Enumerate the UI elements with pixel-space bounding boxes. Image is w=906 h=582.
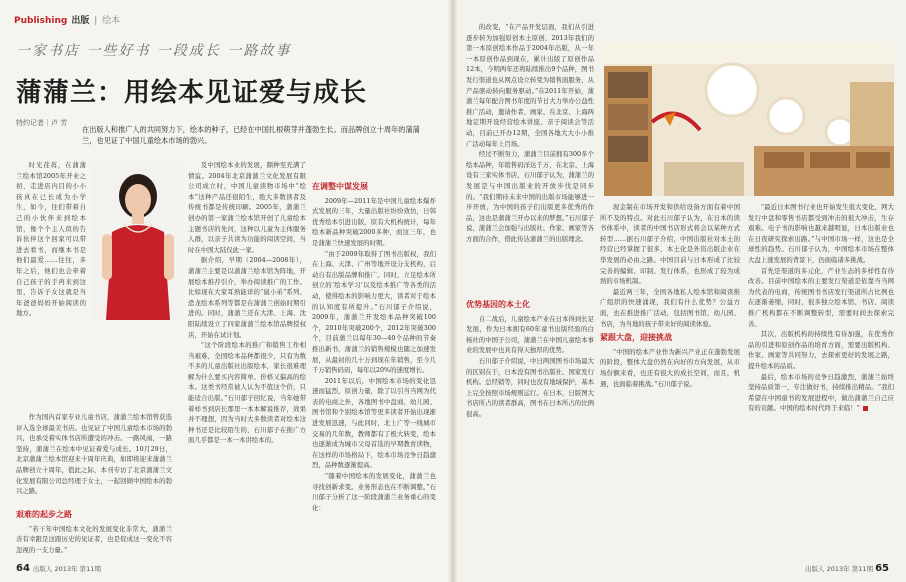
- running-head: Publishing 出版 | 绘本: [14, 16, 121, 26]
- section-heading: 在调整中谋发展: [312, 182, 368, 191]
- section-heading: 艰难的起步之路: [16, 510, 72, 519]
- paragraph: 2011年以后，中国绘本市场的变化迅速而猛烈，原创力量，除了以引当当网为代表的电商之外，各地图书中盘商、幼儿园、图书馆和个别绘本馆等更多读者开始出现渐进发展迅速，与此同时，北上广等一线城市交易的几年数，教师都有了极大转变，绘本也逐渐成为城市父母首选的早期教育读物，在这样的市场格局下，绘本市场竞争日趋激烈，品种数逐渐提高。: [312, 376, 436, 470]
- page-number: 65: [875, 563, 889, 574]
- paragraph: “这个阶段绘本的推广和销售工作相当艰难，全国绘本品种都很少，只有为数不多的儿童出版社出版绘本，家长很难理解为什么要买内容简单、价格又偏高的绘本。这类书经常被人认为不值这个价，只能适合出版。”石川郁子回忆说，当年她带着样书到店长那里一本本解说推荐，效果并不理想，因为当时大多数读者对绘本这种书还是比较陌生的，石川郁子在推广方面几乎都是一本一本讲绘本的。: [188, 341, 306, 445]
- right-column-2: [600, 202, 740, 572]
- title-separator: ：: [97, 78, 125, 108]
- left-column-1b: [16, 412, 172, 502]
- paragraph: 最近两三年，全国各地私人绘本馆和阅读推广组织的快速涌现，我们有什么优势？公益方面，也在推进推广活动，包括图书馆、幼儿园、书店，为当地的孩子带来好的阅读体验。: [600, 287, 740, 328]
- right-page: [452, 0, 906, 582]
- paragraph: 作为国内首家专业儿童书店，蒲蒲兰绘本馆曾获选评入选全球最美书店。也见证了中国儿童绘本市场的勃兴，也承受着实体书店所遭受的冲击。一路风雨，一路坚持，蒲蒲兰在绘本中见证着爱与成长。10月29日，北京蒲蒲兰绘本馆迎来十周年庆典，如即将迎来蒲蒲兰品牌创立十周年，值此之际，本刊专访了北京蒲蒲兰文化发展有限公司总经理于女士，一起回顾中国绘本的勃兴之路。: [16, 413, 172, 496]
- paragraph: 其次，出版机构的持续性有待加强，在优秀作品的引进和原创作品的培育方面，需要出版机构、作家、画家等共同努力，去探索更好的发展之路，提升绘本的品质。: [748, 330, 894, 370]
- right-column-3: [748, 202, 894, 566]
- portrait-photo: [92, 162, 184, 320]
- closing-text: 最后，绘本市场的竞争日趋激烈，蒲蒲兰始终坚持品质第一，专注做好书，持续推出精品。“我们希望在中国童书的发展进程中，做出蒲蒲兰自己应有的贡献。中国的绘本时代终于来临！”: [748, 372, 894, 413]
- title-brand: 蒲蒲兰: [16, 78, 98, 108]
- paragraph: “最近日本图书行业也开始发生很大变化，网大发行中盘和零售书店都受到冲击的很大冲击，生存艰难。电子书的影响也越来越明显，日本出版业也在日夜研究探索出路。”与中国市场一样，这也是全球性的趋势。石川郁子认为，中国绘本市场在整体大盘上涨发展的背景下，仍面临诸多挑战。: [748, 203, 894, 264]
- paragraph: 据介绍，早期（2004—2008年），蒲蒲兰主要是以蒲蒲兰绘本馆为阵地，开展绘本推荐引介，举办阅读推广的工作。比如现在大家耳熟能详的“鼠小弟”系列、恐龙绘本系列等都是在蒲蒲兰创始时期引进的。同时，蒲蒲兰还在大津、上海、沈阳陆续设立了四家蒲蒲兰绘本馆品牌授权店，开始在试计划。: [188, 256, 306, 339]
- left-column-1c: [16, 506, 172, 564]
- article-title: [16, 72, 367, 109]
- issue-info: 出版人 2013年 第11期: [805, 565, 873, 573]
- paragraph: 现金制在市场开发和供给设备方面有着中国所不及的特点。对此石川郁子认为，在日本的读书体系中，读者的中国书店形式将会以某种方式转型……据石川郁子介绍，中国出版社对本土的经营已经掌握了很多，本土化是外资出版企业在华发展的必由之路。中国目前与日本形成了比较完善的编辑、印制、发行体系，也形成了较为成熟的市场机制。: [600, 203, 740, 286]
- left-column-1: [16, 160, 86, 412]
- paragraph: “若干年中国绘本文化的发展变化非常大，蒲蒲兰善有幸跟是这跟历史的见证者，也是促成这一变化不容忽视的一支力量。”: [16, 524, 172, 554]
- paragraph: “随着中国绘本的发展变化，蒲蒲兰也寻找创新求变。业务形态也在不断调整。”石川郁子分析了这一阶段蒲蒲兰业务重心的变化：: [312, 472, 436, 512]
- page-folio-right: [805, 563, 892, 574]
- paragraph: 经过不断努力，蒲蒲兰目前拥有300多个绘本品种，年销售码洋达千万，在北京、上海设有三家实体书店，石川郁子认为，蒲蒲兰的发展是与中国出版业的开放步伐是同步的。“我们期待未来中国的出版市场能够进一步开放，为中国的孩子们出版更多优秀的作品，这也是蒲蒲兰开办以来的梦想。”石川郁子说，蒲蒲兰会加强与出版社、作家、画家等各方面的合作，借此传达蒲蒲兰的出版理念。: [466, 150, 594, 243]
- issue-info: 出版人 2013年 第11期: [32, 565, 101, 573]
- section-label: 出版: [71, 16, 90, 26]
- page-number: 64: [16, 563, 30, 574]
- paragraph: “中国的绘本产业作为新兴产业正在蓬勃发展的阶段，整体大盘仍然在向好的方向发展，从市场份额来看，也还有很大的成长空间，而且，机遇，也面临着挑战。”石川郁子说。: [600, 347, 740, 388]
- woman-in-red-dress-photo: [92, 162, 184, 320]
- right-column-1: [466, 22, 594, 243]
- paragraph: [748, 372, 894, 414]
- bookstore-photo: [604, 42, 894, 196]
- right-column-1b: [466, 296, 594, 566]
- spine-gutter: [448, 0, 458, 582]
- title-subject: 用绘本见证爱与成长: [124, 78, 368, 108]
- lead-paragraph: 在出版人和推广人的共同努力下，绘本的种子，已经在中国扎根萌芽并蓬勃生长。而品牌创立十周年的蒲蒲兰，也见证了中国儿童绘本市场的勃兴。: [82, 125, 420, 145]
- article-kicker: 一家书店 一些好书 一段成长 一路故事: [16, 43, 292, 59]
- section-heading: 紧跟大盘，迎接挑战: [600, 333, 672, 343]
- end-mark-icon: [863, 406, 868, 411]
- paragraph: 2009年—2011年是中国儿童绘本爆炸式发展的三年，大量出版社纷纷效仿，日韩优秀绘本引进出版，原有大机构统计，每年绘本新品种突破2000多种，而这三年，也是蒲蒲兰快速发展的时期。: [312, 196, 436, 247]
- paragraph: 的改变，“在产品开发层面，我们从引进逐步转为加强原创本土原创，2013年我们的第一本原创绘本作品于2004年出版，从一年一本原创作品到现在，累计出版了原创作品12本，今明两年还将陆续推出9个品种，图书发行渠道也从网点设立转变为销售面服务，从产品驱动转向服务驱动。”在2011年开始，蒲蒲兰每年配合图书年度的节日大力举办公益性推广活动，邀请作者、画家、在北京、上海两地定期开设经营绘本讲座、亲子阅读会等活动，目前已开办12期，全国各地大大小小推广活动每年上百场。: [466, 23, 594, 148]
- left-column-3: [312, 178, 436, 568]
- page-folio-left: [16, 563, 101, 574]
- left-page: [0, 0, 452, 582]
- bookstore-interior-photo: [604, 42, 894, 196]
- left-column-2: [188, 160, 306, 570]
- paragraph: 石川郁子介绍说，中日两国图书市场最大的区别在于，日本没有图书出版社、国家发行机构。总经销等，同时也没有地域保护，基本上完全按照市场规则运行。在日本，日版图大书店所占的读者群高，图书在日本所占的比例很高。: [466, 356, 594, 418]
- brand-label: Publishing: [14, 16, 68, 26]
- paragraph: 首先是渠道的多元化，产业生态的多样性有待改善。目前中国绘本的主要发行渠道是依靠当当网为代表的电商，传统图书书店发行渠道所占比例也在逐渐萎缩，同时，很多独立绘本馆、书店、阅读推广机构都在不断调整转型，需要时间去探索完善。: [748, 266, 894, 328]
- paragraph: “由于2009年取得了图书出版权，我们在上海、天津、广州等地开设分支机构，启动自有出版品牌和推广。同时，立足绘本所创立的‘绘本学习’以及绘本推广等各类的活动，使得绘本的影响力更大，读者对于绘本的认知度有所提升。”石川郁子介绍说，2009年，蒲蒲兰开发绘本品种突破100个，2010年突破200个，2012年突破300个，目前蒲兰以每年30—40个品种的节奏推出新书，蒲蒲兰的销售规模也随之加速发展，从最初的几十万到现在年销售，至今几千万销售码码，每年以20%的速度增长。: [312, 249, 436, 375]
- paragraph: 自二战后，儿童绘本产业在日本得到长足发展，作为日本拥有60年童书出版经验的白杨社的中国子公司，蒲蒲兰在中国儿童绘本事业的发展中也具有得天独厚的优势。: [466, 314, 594, 355]
- paragraph: 时光荏苒，在蒲蒲兰绘本馆2005年开业之初，走进店内目的小小孩真在已长成为小学生，如今，往们带着自己的小伙伴来到绘本馆，像个个主人似的告诉伙伴这个回家可以带进去看书，而继本书是他们最爱……往往，多年之后，他们也会牵着自己孩子的手再来到这里，告诉子女这就是当年爸爸妈妈开始阅读的地方。: [16, 161, 86, 318]
- byline: 特约记者｜卢 芳: [16, 119, 68, 127]
- paragraph: 及中国绘本业的发展，颇种至充满了情谊。2004年北京蒲蒲兰文化发展有限公司成立时，中国儿童读物市场中“绘本”这种产品还很陌生，绝大多数读者及传统书都是传统印刷。2005年，蒲蒲兰创办的第一家蒲兰绘本馆开创了儿童绘本主题书店的先河，这种以儿童为主体服务人群，以亲子共读为功能的阅读空间，当时在中国大陆仅此一家。: [188, 161, 306, 254]
- section-heading: 优势基因的本土化: [466, 300, 530, 309]
- subsection-label: 绘本: [102, 16, 121, 26]
